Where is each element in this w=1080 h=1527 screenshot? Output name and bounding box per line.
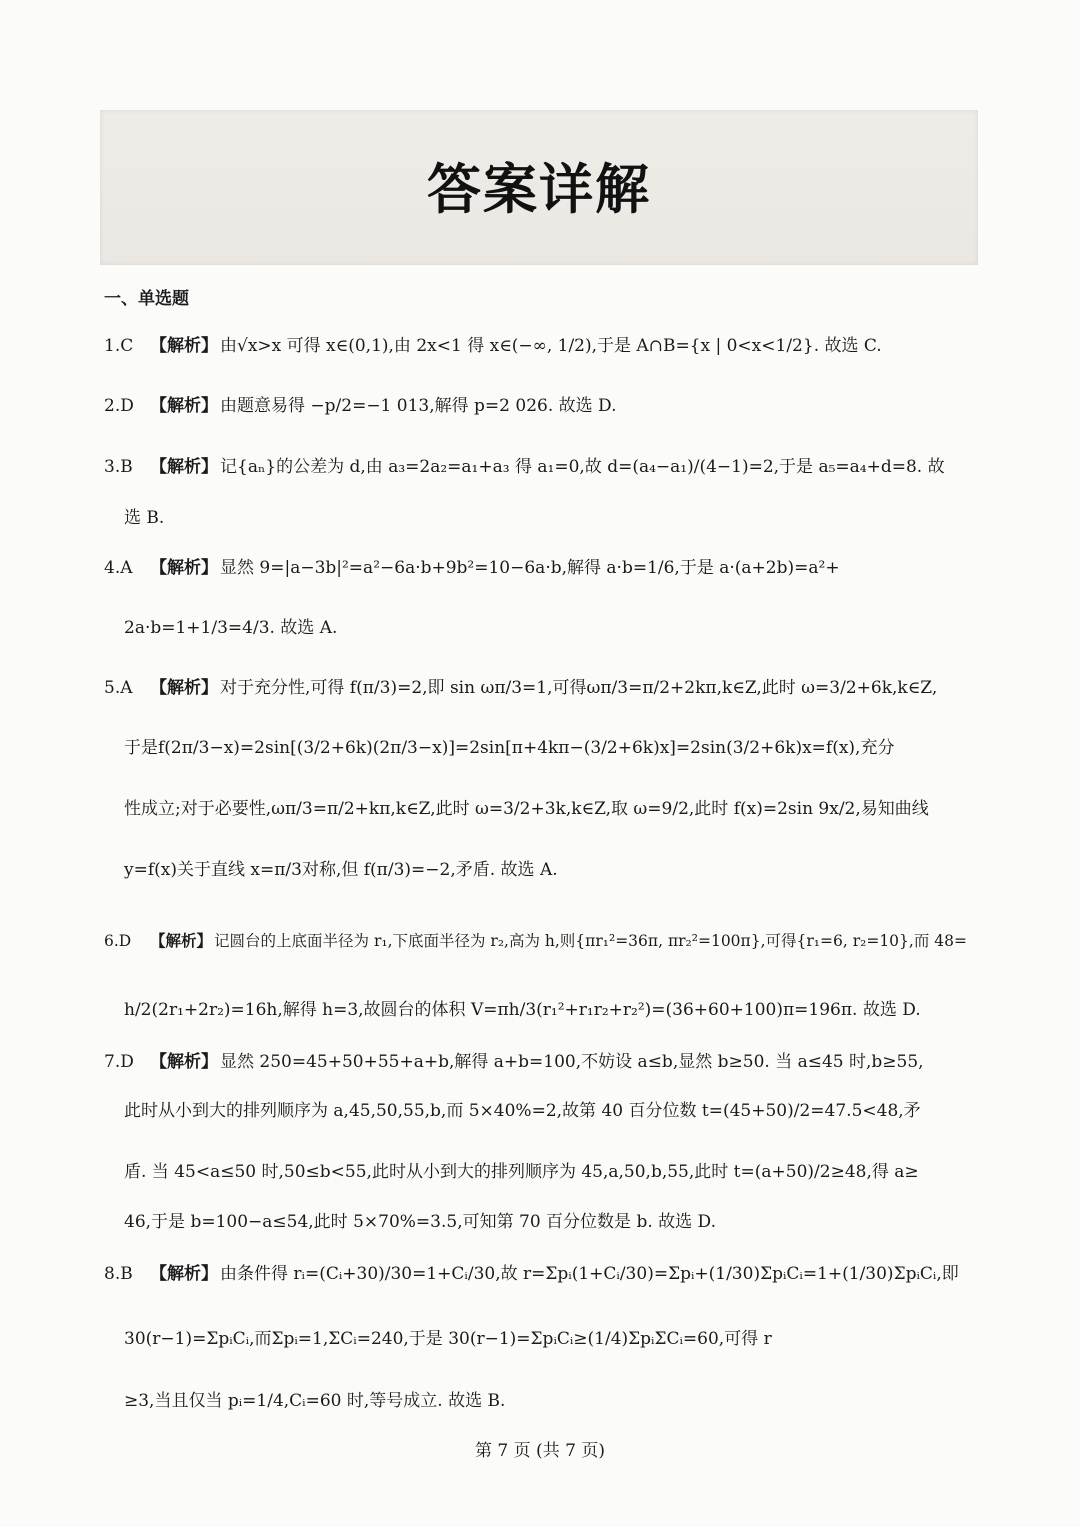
answer-text: h/2(2r₁+2r₂)=16h,解得 h=3,故圆台的体积 V=πh/3(r₁²+r₁r₂+r₂²)=(36+60+100)π=196π. 故选 D. <box>124 1000 921 1020</box>
answer-text: 于是f(2π/3−x)=2sin[(3/2+6k)(2π/3−x)]=2sin[π+4kπ−(3/2+6k)x]=2sin(3/2+6k)x=f(x),充分 <box>124 738 895 758</box>
answer-text: 记{aₙ}的公差为 d,由 a₃=2a₂=a₁+a₃ 得 a₁=0,故 d=(a₄−a₁)/(4−1)=2,于是 a₅=a₄+d=8. 故 <box>220 457 945 477</box>
answer-line <box>104 554 974 582</box>
question-number: 5.A <box>104 678 133 698</box>
answer-text: 由√x>x 可得 x∈(0,1),由 2x<1 得 x∈(−∞, 1/2),于是 A∩B={x | 0<x<1/2}. 故选 C. <box>220 336 882 356</box>
analysis-tag: 【解析】 <box>150 558 218 578</box>
answer-text: 46,于是 b=100−a≤54,此时 5×70%=3.5,可知第 70 百分位数是 b. 故选 D. <box>124 1212 716 1232</box>
question-number: 2.D <box>104 396 134 416</box>
answer-line <box>124 1387 974 1415</box>
analysis-tag: 【解析】 <box>150 336 218 356</box>
question-number: 7.D <box>104 1052 134 1072</box>
answer-line <box>124 996 974 1024</box>
answer-line <box>104 927 974 955</box>
answer-line <box>124 734 974 762</box>
answer-line <box>124 1158 974 1186</box>
answer-text: 此时从小到大的排列顺序为 a,45,50,55,b,而 5×40%=2,故第 40 百分位数 t=(45+50)/2=47.5<48,矛 <box>124 1101 921 1121</box>
answer-text: 显然 9=|a−3b|²=a²−6a·b+9b²=10−6a·b,解得 a·b=1/6,于是 a·(a+2b)=a²+ <box>220 558 840 578</box>
question-number: 1.C <box>104 336 134 356</box>
answer-line <box>124 504 974 532</box>
answer-text: 对于充分性,可得 f(π/3)=2,即 sin ωπ/3=1,可得ωπ/3=π/2+2kπ,k∈Z,此时 ω=3/2+6k,k∈Z, <box>220 678 938 698</box>
question-number: 4.A <box>104 558 133 578</box>
answer-line <box>124 1325 974 1353</box>
analysis-tag: 【解析】 <box>150 457 218 477</box>
answer-text: 2a·b=1+1/3=4/3. 故选 A. <box>124 618 338 638</box>
answer-text: 显然 250=45+50+55+a+b,解得 a+b=100,不妨设 a≤b,显然 b≥50. 当 a≤45 时,b≥55, <box>220 1052 924 1072</box>
answer-line <box>104 453 974 481</box>
answer-line <box>104 332 974 360</box>
answer-text: 30(r−1)=ΣpᵢCᵢ,而Σpᵢ=1,ΣCᵢ=240,于是 30(r−1)=ΣpᵢCᵢ≥(1/4)ΣpᵢΣCᵢ=60,可得 r <box>124 1329 772 1349</box>
answer-text: 选 B. <box>124 508 165 528</box>
answer-text: y=f(x)关于直线 x=π/3对称,但 f(π/3)=−2,矛盾. 故选 A. <box>124 860 558 880</box>
analysis-tag: 【解析】 <box>150 1052 218 1072</box>
answer-line <box>124 614 974 642</box>
answer-text: 由题意易得 −p/2=−1 013,解得 p=2 026. 故选 D. <box>220 396 617 416</box>
answer-line <box>124 856 974 884</box>
answer-text: 记圆台的上底面半径为 r₁,下底面半径为 r₂,高为 h,则{πr₁²=36π, πr₂²=100π},可得{r₁=6, r₂=10},而 48= <box>214 932 967 950</box>
answer-text: 盾. 当 45<a≤50 时,50≤b<55,此时从小到大的排列顺序为 45,a,50,b,55,此时 t=(a+50)/2≥48,得 a≥ <box>124 1162 919 1182</box>
analysis-tag: 【解析】 <box>150 932 213 950</box>
answer-text: 性成立;对于必要性,ωπ/3=π/2+kπ,k∈Z,此时 ω=3/2+3k,k∈Z,取 ω=9/2,此时 f(x)=2sin 9x/2,易知曲线 <box>124 799 929 819</box>
title-banner <box>100 110 978 265</box>
question-number: 8.B <box>104 1264 133 1284</box>
page-footer: 第 7 页 (共 7 页) <box>475 1441 605 1461</box>
answer-line <box>124 1097 974 1125</box>
answer-text: ≥3,当且仅当 pᵢ=1/4,Cᵢ=60 时,等号成立. 故选 B. <box>124 1391 506 1411</box>
answer-line <box>104 1260 974 1288</box>
answer-line <box>104 392 974 420</box>
analysis-tag: 【解析】 <box>150 1264 218 1284</box>
page-title: 答案详解 <box>427 157 651 221</box>
answer-line <box>124 795 974 823</box>
answer-text: 由条件得 rᵢ=(Cᵢ+30)/30=1+Cᵢ/30,故 r=Σpᵢ(1+Cᵢ/30)=Σpᵢ+(1/30)ΣpᵢCᵢ=1+(1/30)ΣpᵢCᵢ,即 <box>220 1264 959 1284</box>
analysis-tag: 【解析】 <box>150 678 218 698</box>
answer-line <box>104 1048 974 1076</box>
question-number: 3.B <box>104 457 133 477</box>
analysis-tag: 【解析】 <box>150 396 218 416</box>
question-number: 6.D <box>104 932 132 950</box>
answer-line <box>124 1208 974 1236</box>
answer-line <box>104 674 974 702</box>
section-heading: 一、单选题 <box>104 289 189 309</box>
